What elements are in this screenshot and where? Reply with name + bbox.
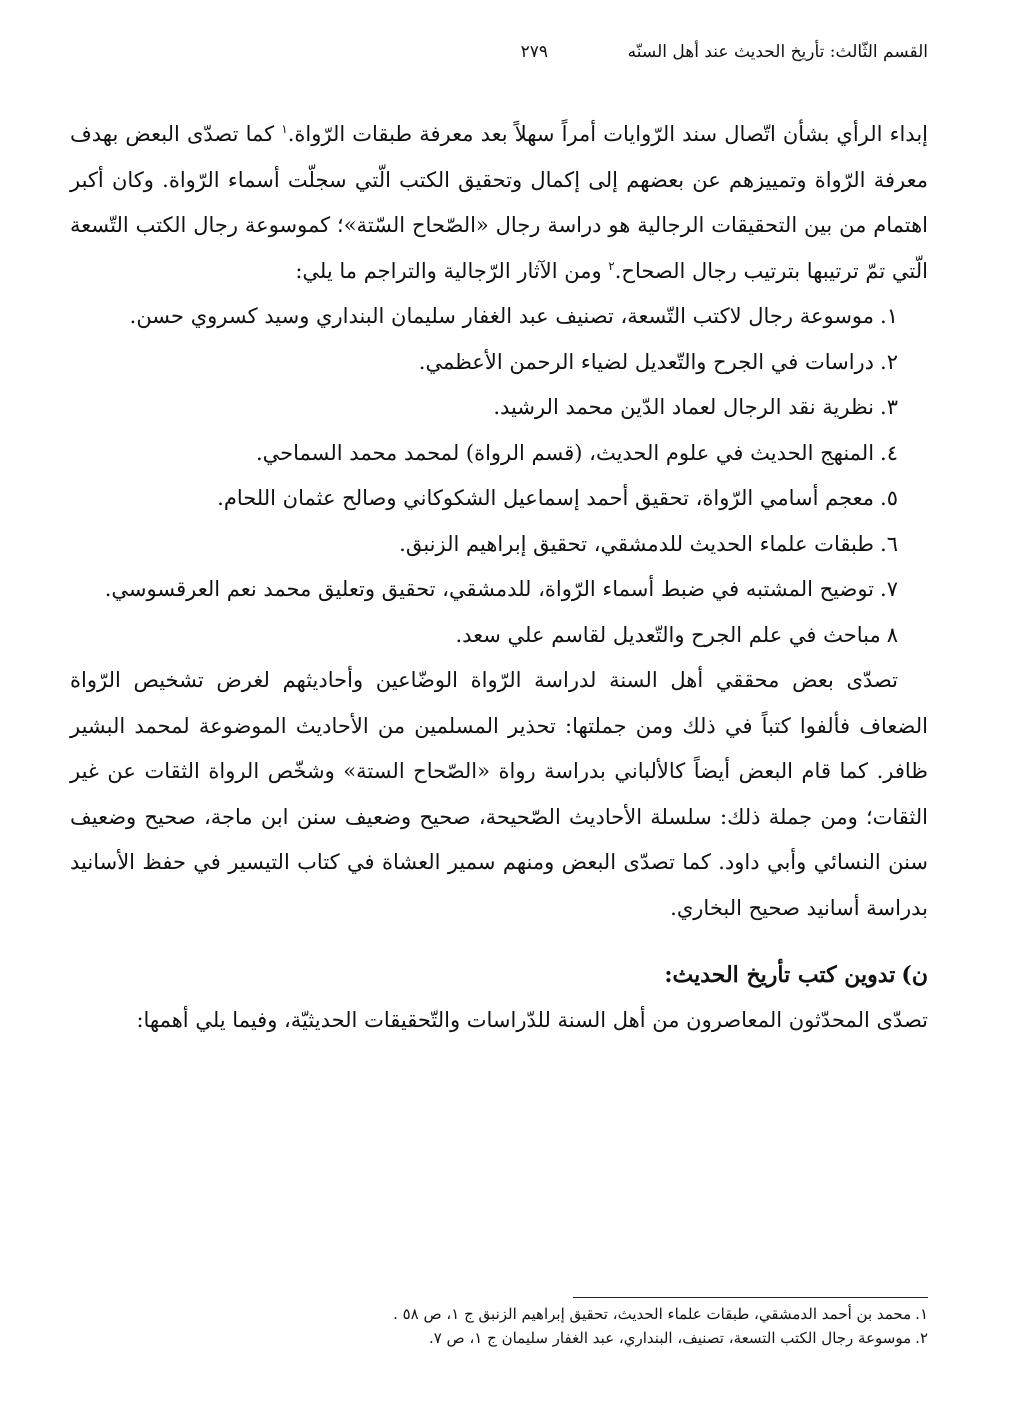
page-number: ٢٧٩	[520, 42, 548, 62]
body-text	[70, 112, 928, 1044]
running-header	[70, 38, 928, 68]
document-page	[70, 0, 928, 1420]
section-paragraph: تصدّى المحدّثون المعاصرون من أهل السنة للدّراسات والتّحقيقات الحديثيّة، وفيما يلي أهمها:	[136, 1008, 928, 1032]
intro-text-part-1: إبداء الرأي بشأن اتّصال سند الرّوايات أمراً سهلاً بعد معرفة طبقات الرّواة.	[287, 122, 929, 146]
footnote-ref-1: ١	[281, 122, 288, 136]
rijal-works-list	[70, 294, 928, 658]
footnote-number: ١.	[915, 1305, 928, 1323]
list-item-text: دراسات في الجرح والتّعديل لضياء الرحمن الأعظمي.	[418, 349, 875, 374]
intro-text-part-2: كما تصدّى البعض بهدف معرفة الرّواة وتمييزهم عن بعضهم إلى إكمال وتحقيق الكتب الّتي سجلّت أسماء الرّواة. وكان أكبر اهتمام من بين التحقيقات الرجالية هو دراسة رجال «الصّحاح السّتة»؛ كموسوعة رجال الكتب التّسعة الّتي تمّ ترتيبها بترتيب رجال الصحاح.	[70, 122, 928, 283]
list-item-text: مباحث في علم الجرح والتّعديل لقاسم علي سعد.	[455, 622, 881, 647]
paragraph-2: تصدّى بعض محققي أهل السنة لدراسة الرّواة الوضّاعين وأحاديثهم لغرض تشخيص الرّواة الضعاف فألفوا كتباً في ذلك ومن جملتها: تحذير المسلمين من الأحاديث الموضوعة لمحمد البشير ظافر. كما قام البعض أيضاً كالألباني بدراسة رواة «الصّحاح الستة» وشخّص الرواة الثقات عن غير الثقات؛ ومن جملة ذلك: سلسلة الأحاديث الصّحيحة، صحيح وضعيف سنن ابن ماجة، صحيح وضعيف سنن النسائي وأبي داود. كما تصدّى البعض ومنهم سمير العشاة في كتاب التيسير في حفظ الأسانيد بدراسة أسانيد صحيح البخاري.	[70, 668, 928, 920]
list-item-number: ٣.	[880, 395, 898, 419]
list-item-text: المنهج الحديث في علوم الحديث، (قسم الرواة) لمحمد محمد السماحي.	[255, 440, 875, 465]
footnote-1	[70, 1302, 928, 1326]
list-item	[70, 294, 928, 340]
footnote-number: ٢.	[915, 1329, 928, 1347]
list-item-number: ٦.	[880, 531, 898, 556]
list-item	[70, 522, 928, 568]
list-item-number: ١.	[880, 304, 898, 328]
list-item-text: موسوعة رجال لاكتب التّسعة، تصنيف عبد الغفار سليمان البنداري وسيد كسروي حسن.	[129, 304, 875, 328]
list-item-text: توضيح المشتبه في ضبط أسماء الرّواة، للدمشقي، تحقيق وتعليق محمد نعم العرقسوسي.	[104, 577, 875, 601]
list-item-number: ٧.	[880, 577, 898, 601]
list-item-text: طبقات علماء الحديث للدمشقي، تحقيق إبراهيم الزنبق.	[399, 531, 875, 556]
list-item-text: نظرية نقد الرجال لعماد الدّين محمد الرشيد.	[493, 395, 875, 419]
header-title: القسم الثّالث: تأريخ الحديث عند أهل السنّه	[627, 42, 928, 62]
list-item-number: ٤.	[880, 440, 898, 465]
list-item	[70, 340, 928, 386]
list-item-number: ٢.	[880, 349, 898, 374]
list-item	[70, 613, 928, 659]
list-item	[70, 476, 928, 522]
footnote-text: محمد بن أحمد الدمشقي، طبقات علماء الحديث، تحقيق إبراهيم الزنبق ج ١، ص ٥٨ .	[393, 1305, 912, 1323]
footnote-ref-2: ٢	[608, 258, 615, 273]
list-item-text: معجم أسامي الرّواة، تحقيق أحمد إسماعيل الشكوكاني وصالح عثمان اللحام.	[217, 486, 875, 510]
intro-paragraph	[70, 112, 928, 294]
footnote-text: موسوعة رجال الكتب التسعة، تصنيف، البنداري، عبد الغفار سليمان ج ١، ص ٧.	[428, 1329, 912, 1347]
list-item	[70, 567, 928, 613]
footnote-divider	[573, 1297, 928, 1298]
list-item	[70, 431, 928, 477]
footnotes	[70, 1302, 928, 1350]
list-item-number: ٨	[886, 622, 898, 647]
list-item	[70, 385, 928, 431]
footnote-2	[70, 1326, 928, 1350]
section-title: تدوين كتب تأريخ الحديث:	[664, 962, 896, 988]
list-item-number: ٥.	[880, 486, 898, 510]
intro-text-part-3: ومن الآثار الرّجالية والتراجم ما يلي:	[295, 258, 609, 283]
section-heading	[70, 953, 928, 998]
section-marker: ن)	[901, 962, 928, 988]
